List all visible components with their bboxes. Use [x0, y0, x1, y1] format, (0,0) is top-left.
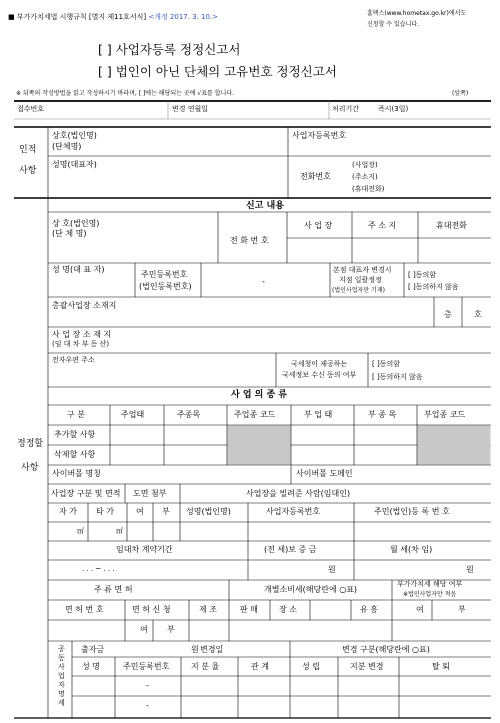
deposit-label: (전 세)보 증 금 [264, 545, 317, 554]
report-rrn-label-1: 주민등록번호 [141, 270, 188, 279]
page-side: (앞쪽) [452, 90, 469, 97]
applicant-bizno-label: 사업자등록번호 [292, 131, 347, 140]
joint-col-establish: 성 립 [302, 662, 320, 671]
entertainment-label: 유 흥 [360, 605, 378, 614]
joint-col-relation: 관 계 [251, 662, 269, 671]
applicant-phone-label: 전화번호 [300, 172, 331, 181]
form-reference [8, 14, 218, 21]
sale-label: 판 매 [240, 605, 258, 614]
report-phone-home: 주 소 지 [368, 221, 397, 230]
hometax-note-line2: 신청할 수 있습니다. [367, 21, 420, 28]
report-heading: 신고 내용 [246, 201, 284, 211]
joint-col-share-change: 지분 변경 [350, 662, 384, 671]
consent-disagree-checkbox[interactable]: [ ]동의하지 않음 [372, 373, 423, 381]
deposit-won-unit: 원 [328, 565, 336, 574]
joint-col-rrn: 주민등록번호 [123, 662, 170, 671]
lessor-rrn-label: 주민(법인)등 록 번 호 [374, 507, 450, 516]
joint-change-date-label: 변경일 [200, 645, 224, 654]
report-rrn-label-2: (법인등록번호) [139, 282, 192, 291]
hometax-note-line1: 홈택스(www.hometax.go.kr)에서도 [367, 10, 467, 17]
receipt-number-label: 접수번호 [17, 105, 45, 113]
change-date-label: 변경 연월일 [172, 105, 209, 113]
processing-period-label: 처리기간 [332, 105, 360, 113]
col-sub-code: 부업종 코드 [424, 410, 466, 419]
vat-corp-note: ※법인사업자만 적음 [403, 591, 457, 598]
report-company-label-2: (단 체 명) [52, 229, 87, 238]
lessor-heading: 사업장을 빌려준 사람(임대인) [246, 489, 351, 498]
row-add-label: 추가할 사항 [54, 430, 96, 439]
lease-own-label: 자 가 [59, 507, 77, 516]
col-main-item: 주종목 [177, 410, 201, 419]
report-phone-label: 전 화 번 호 [230, 236, 269, 245]
report-site-label-2: (임 대 차 부 동 산) [52, 340, 110, 348]
report-consent-label-2: 국세정보 수신 동의 여부 [282, 371, 357, 379]
phone-option-home: (주소지) [352, 173, 378, 181]
row-delete-label: 삭제할 사항 [54, 450, 96, 459]
report-site-label-1: 사 업 장 소 재 지 [52, 330, 112, 339]
applicant-section-label-1: 인적 [19, 145, 37, 155]
joint-row2-dash: - [146, 701, 149, 710]
phone-option-business: (사업장) [352, 161, 378, 169]
consent-agree-checkbox[interactable]: [ ]동의함 [372, 360, 400, 368]
cybermall-name-label: 사이버몰 명칭 [52, 469, 101, 478]
joint-business-side-label: 공동사업자명세 [58, 645, 65, 707]
excise-tax-heading: 개별소비세(해당란에 ○표) [264, 585, 358, 594]
own-sqm-unit: ㎡ [77, 527, 84, 535]
capital-label: 출자금 [81, 645, 105, 654]
liquor-license-heading: 주 류 면 허 [94, 585, 133, 594]
report-batch-label-2: 지점 일괄정정 [339, 276, 382, 284]
monthly-rent-label: 월 세(차 임) [390, 545, 433, 554]
manufacture-label: 제 조 [199, 605, 217, 614]
joint-change-type-label: 변경 구분(해당란에 ○표) [342, 645, 430, 654]
joint-col-share: 지 분 율 [191, 662, 220, 671]
report-section-label-1: 정정할 [17, 439, 44, 449]
lessor-name-label: 성명(법인명) [186, 507, 231, 516]
title-line-1: [ ] 사업자등록 정정신고서 [98, 42, 241, 57]
report-rrn-dash: - [262, 277, 265, 286]
lease-area-label: 사업장 구분 및 면적 [51, 489, 121, 498]
processing-period-value: 즉시(3일) [378, 105, 409, 113]
report-section-label-2: 사항 [21, 463, 39, 473]
lease-rent-label: 타 가 [96, 507, 114, 516]
drawing-yes-label: 여 [136, 507, 144, 516]
license-number-label: 면 허 번 호 [65, 605, 104, 614]
report-batch-label-1: 본점 대표자 변경시 [333, 266, 392, 274]
license-apply-label: 면 허 신 청 [132, 605, 171, 614]
license-apply-yes-label: 여 [140, 625, 148, 634]
lease-drawing-label: 도면 첨부 [133, 489, 167, 498]
drawing-no-label: 부 [162, 507, 170, 516]
form-ref-prefix: ■ 부가가치세법 시행규칙 [별지 제11호서식] [8, 13, 147, 21]
batch-disagree-checkbox[interactable]: [ ]동의하지 않음 [408, 283, 459, 291]
report-phone-business: 사 업 장 [304, 221, 333, 230]
place-label: 장 소 [279, 605, 297, 614]
batch-agree-checkbox[interactable]: [ ]동의함 [408, 271, 436, 279]
col-sub-item: 부 종 목 [368, 410, 397, 419]
applicant-company-label-1: 상호(법인명) [52, 131, 97, 140]
phone-option-mobile: (휴대전화) [352, 185, 385, 193]
license-apply-no-label: 부 [167, 625, 175, 634]
revision-date: <개정 2017. 3. 10.> [148, 13, 219, 21]
report-email-label: 전자우편 주소 [52, 356, 95, 364]
joint-col-name: 성 명 [82, 662, 100, 671]
monthly-won-unit: 원 [466, 565, 474, 574]
report-batch-label-3: (법인사업자만 기재) [332, 287, 385, 294]
lessor-bizno-label: 사업자등록번호 [266, 507, 321, 516]
col-main-code: 주업종 코드 [234, 410, 276, 419]
report-phone-mobile: 휴대전화 [436, 221, 467, 230]
vat-no-label: 부 [458, 605, 466, 614]
report-unit-label: 호 [474, 310, 482, 319]
cybermall-domain-label: 사이버몰 도메인 [296, 469, 353, 478]
joint-row1-dash: - [146, 681, 149, 690]
vat-applicable-label: 부가가치세 해당 여부 [397, 580, 463, 588]
title-line-2: [ ] 법인이 아닌 단체의 고유번호 정정신고서 [98, 64, 337, 79]
report-consent-label-1: 국세청이 제공하는 [291, 360, 348, 368]
joint-col-withdraw: 탈 퇴 [432, 662, 450, 671]
contract-period-label: 임대차 계약기간 [116, 545, 173, 554]
business-types-heading: 사 업 의 종 류 [231, 390, 288, 400]
contract-period-value: . . . ~ . . . [82, 565, 115, 573]
report-hq-location-label: 총괄사업장 소재지 [52, 301, 117, 310]
applicant-company-label-2: (단체명) [52, 142, 82, 151]
col-main-type: 주업태 [121, 410, 145, 419]
capital-won-unit: 원 [191, 645, 199, 654]
rent-sqm-unit: ㎡ [116, 527, 123, 535]
report-rep-name-label: 성 명(대 표 자) [52, 265, 105, 274]
col-division: 구 분 [67, 410, 85, 419]
col-sub-type: 부 업 태 [304, 410, 333, 419]
report-floor-label: 층 [444, 310, 452, 319]
applicant-section-label-2: 사항 [19, 166, 37, 176]
report-company-label-1: 상 호(법인명) [52, 219, 100, 228]
instruction-note: ※ 뒤쪽의 작성방법을 읽고 작성하시기 바라며, [ ]에는 해당되는 곳에 √표를 합니다. [16, 90, 235, 97]
vat-yes-label: 여 [416, 605, 424, 614]
applicant-rep-label: 성명(대표자) [52, 160, 97, 169]
